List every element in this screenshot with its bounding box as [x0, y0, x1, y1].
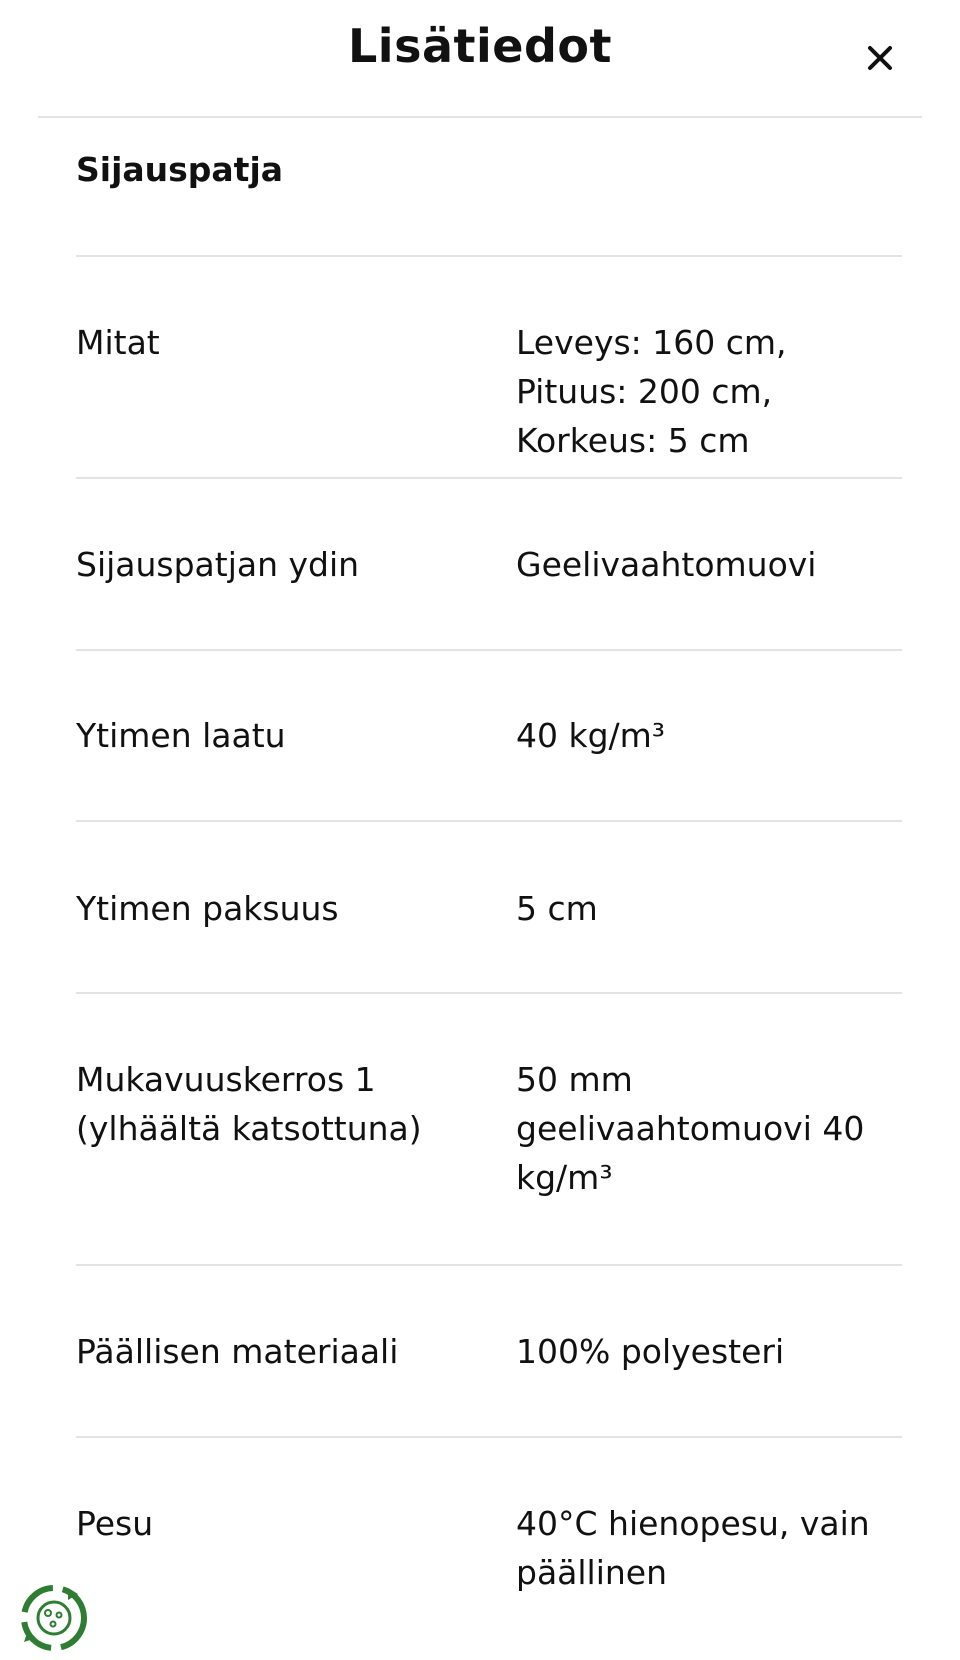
close-button[interactable] — [860, 38, 900, 78]
spec-value: 40 kg/m³ — [516, 716, 666, 755]
header-divider — [38, 116, 922, 118]
divider — [76, 1436, 902, 1438]
divider — [76, 255, 902, 257]
divider — [76, 1264, 902, 1266]
close-icon — [860, 38, 900, 78]
divider — [76, 992, 902, 994]
product-name: Sijauspatja — [76, 150, 284, 189]
spec-value: 100% polyesteri — [516, 1332, 785, 1371]
divider — [76, 649, 902, 651]
spec-label: Päällisen materiaali — [76, 1332, 399, 1371]
spec-value: 5 cm — [516, 889, 598, 928]
modal-header — [0, 0, 960, 118]
modal-title: Lisätiedot — [348, 19, 612, 73]
spec-label: Pesu — [76, 1504, 154, 1543]
spec-label: Sijauspatjan ydin — [76, 545, 360, 584]
divider — [76, 477, 902, 479]
spec-value: 40°C hienopesu, vain päällinen — [516, 1504, 870, 1592]
spec-label: Mitat — [76, 323, 160, 362]
recycle-icon — [16, 1580, 92, 1656]
spec-label: Mukavuuskerros 1 (ylhäältä katsottuna) — [76, 1060, 422, 1148]
spec-label: Ytimen laatu — [76, 716, 286, 755]
divider — [76, 820, 902, 822]
spec-value: Geelivaahtomuovi — [516, 545, 817, 584]
spec-value: 50 mm geelivaahtomuovi 40 kg/m³ — [516, 1060, 865, 1197]
recycle-badge[interactable] — [16, 1580, 92, 1656]
spec-value: Leveys: 160 cm, Pituus: 200 cm, Korkeus: 5 cm — [516, 323, 787, 460]
spec-label: Ytimen paksuus — [76, 889, 339, 928]
